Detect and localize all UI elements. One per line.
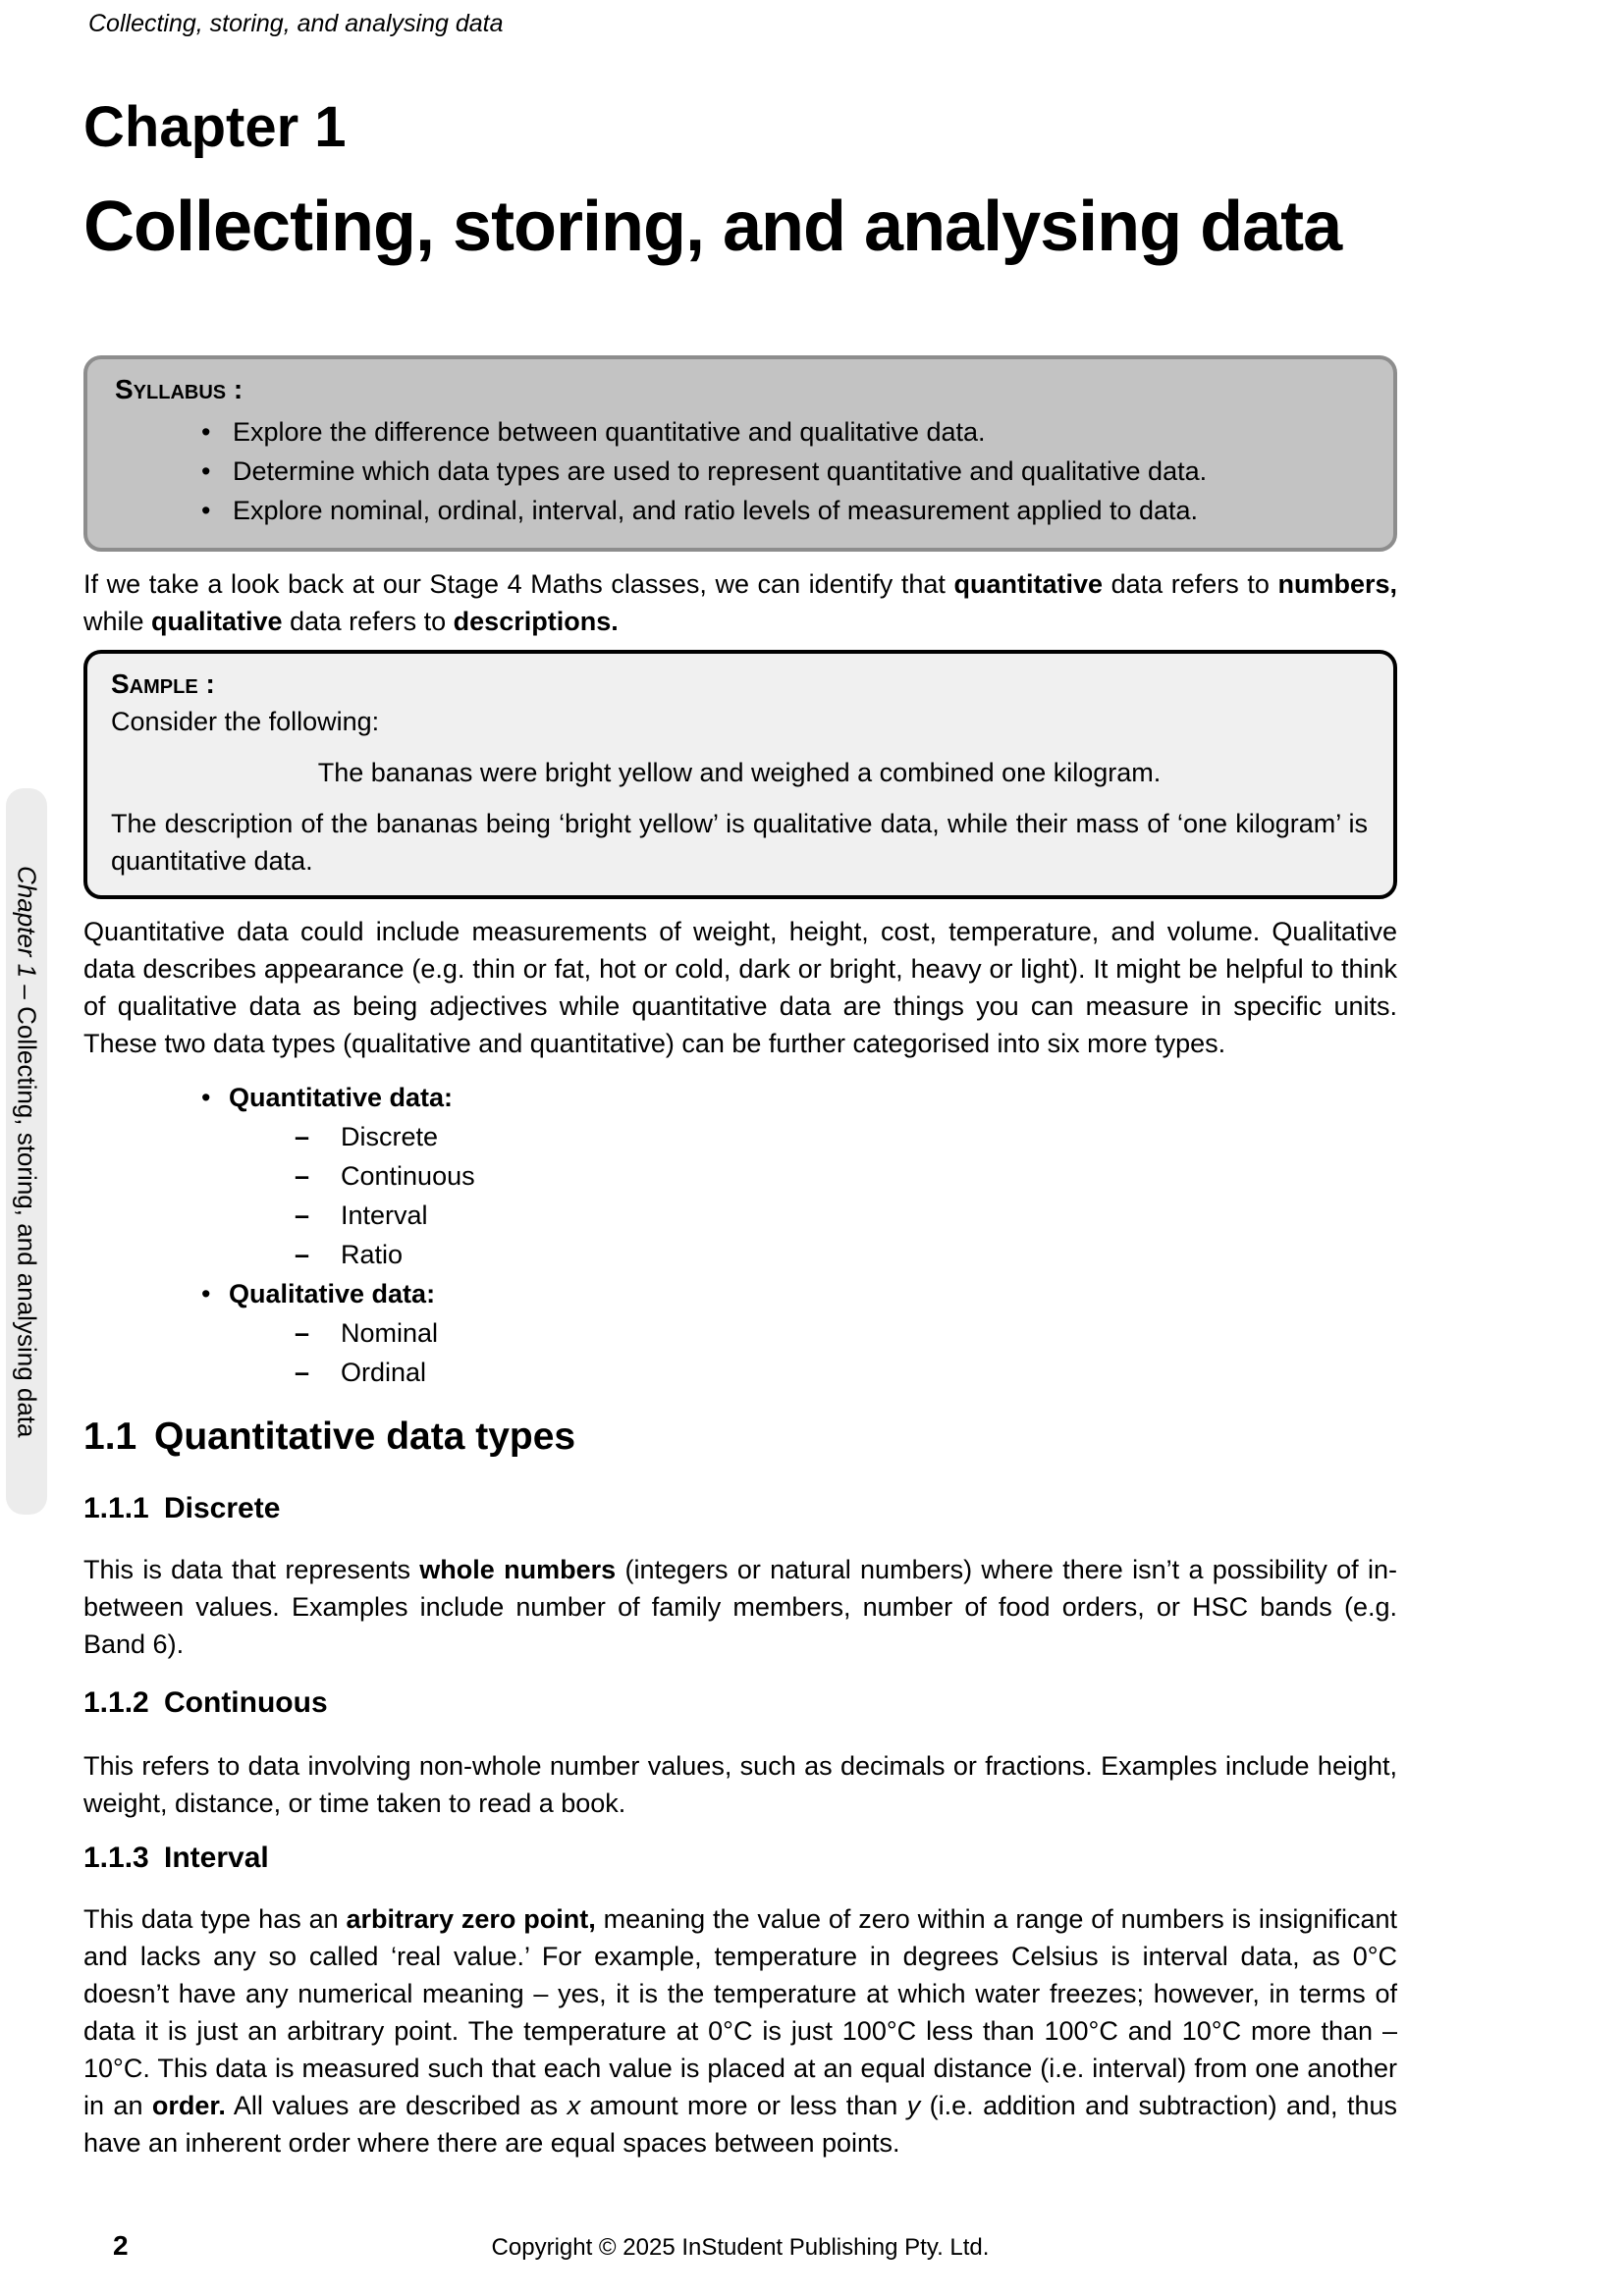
list-item-label: Ratio: [341, 1240, 404, 1269]
data-type-lists: [83, 1078, 1397, 1392]
subsection-title: Interval: [164, 1842, 269, 1874]
section-heading-quantitative-data-types: [83, 1415, 575, 1459]
chapter-title: Collecting, storing, and analysing data: [83, 187, 1342, 266]
list-item: [83, 1156, 1397, 1196]
syllabus-item: [115, 452, 1368, 491]
sidebar-chapter-part: Chapter 1 –: [12, 865, 42, 1006]
intro-paragraph: If we take a look back at our Stage 4 Maths classes, we can identify that quantitative data refers to numbers, while qualitative data refers to descriptions.: [83, 569, 1397, 636]
subsection-number: 1.1.3: [83, 1842, 149, 1874]
dash-icon: –: [295, 1318, 310, 1348]
bullet-icon: •: [201, 456, 211, 486]
syllabus-list: [115, 412, 1368, 530]
subsection-title: Discrete: [164, 1492, 281, 1524]
syllabus-box-label: Syllabus :: [115, 374, 244, 404]
syllabus-item: [115, 412, 1368, 452]
list-item-label: Discrete: [341, 1122, 439, 1151]
list-item-label: Interval: [341, 1201, 428, 1230]
list-group-label: Qualitative data:: [229, 1279, 436, 1308]
sample-box-label: Sample :: [111, 668, 215, 699]
section-number: 1.1: [83, 1415, 137, 1458]
list-group-label: Quantitative data:: [229, 1083, 454, 1112]
list-item: [83, 1353, 1397, 1392]
dash-icon: –: [295, 1161, 310, 1191]
list-item-label: Nominal: [341, 1318, 439, 1348]
interval-paragraph: This data type has an arbitrary zero point, meaning the value of zero within a range of numbers is insignificant and lacks any so called ‘real value.’ For example, temperature in degrees Celsius is interval data, as 0°C doesn’t have any numerical meaning – yes, it is the temperature at which water freezes; however, in terms of data it is just an arbitrary point. The temperature at 0°C is just 100°C less than 100°C and 10°C more than –10°C. This data is measured such that each value is placed at an equal distance (i.e. interval) from one another in an order. All values are described as x amount more or less than y (i.e. addition and subtraction) and, thus have an inherent order where there are equal spaces between points.: [83, 1904, 1398, 2158]
sidebar-title-part: Collecting, storing, and analysing data: [12, 1005, 42, 1438]
syllabus-box: [83, 355, 1397, 552]
page-number: 2: [113, 2230, 129, 2261]
list-item: [83, 1196, 1397, 1235]
sample-quote-text: The bananas were bright yellow and weighed a combined one kilogram.: [317, 758, 1162, 787]
dash-icon: –: [295, 1122, 310, 1151]
list-item-label: Continuous: [341, 1161, 475, 1191]
syllabus-item-text: Determine which data types are used to represent quantitative and qualitative data.: [233, 456, 1208, 486]
subsection-number: 1.1.1: [83, 1492, 149, 1524]
bullet-icon: •: [201, 496, 211, 525]
bullet-icon: •: [201, 1279, 211, 1308]
list-item: [83, 1078, 1397, 1117]
list-item-label: Ordinal: [341, 1358, 427, 1387]
dash-icon: –: [295, 1240, 310, 1269]
sample-intro-text: Consider the following:: [111, 707, 380, 736]
list-item: [83, 1313, 1397, 1353]
running-header: Collecting, storing, and analysing data: [88, 10, 504, 37]
chapter-number-heading: Chapter 1: [83, 95, 347, 159]
discrete-paragraph: This is data that represents whole numbers (integers or natural numbers) where there isn’t a possibility of in-between values. Examples include number of family members, number of food orders, or HSC bands (e.g. Band 6).: [83, 1555, 1398, 1659]
chapter-sidebar-tab: [6, 788, 47, 1515]
chapter-sidebar-tab-text: [12, 866, 42, 1437]
subsection-number: 1.1.2: [83, 1686, 149, 1719]
dash-icon: –: [295, 1358, 310, 1387]
syllabus-item: [115, 491, 1368, 530]
subsection-heading-interval: [83, 1842, 269, 1875]
list-item: [83, 1235, 1397, 1274]
section-title: Quantitative data types: [154, 1415, 576, 1458]
bullet-icon: •: [201, 1083, 211, 1112]
subsection-heading-discrete: [83, 1492, 280, 1525]
list-item: [83, 1274, 1397, 1313]
dash-icon: –: [295, 1201, 310, 1230]
copyright-notice: Copyright © 2025 InStudent Publishing Pty. Ltd.: [491, 2234, 990, 2261]
overview-paragraph: Quantitative data could include measurements of weight, height, cost, temperature, and volume. Qualitative data describes appearance (e.g. thin or fat, hot or cold, dark or bright, heavy or light). It might be helpful to think of qualitative data as being adjectives while quantitative data are things you can measure in specific units. These two data types (qualitative and quantitative) can be further categorised into six more types.: [83, 917, 1397, 1058]
list-item: [83, 1117, 1397, 1156]
subsection-heading-continuous: [83, 1686, 328, 1720]
sample-explanation-text: The description of the bananas being ‘bright yellow’ is qualitative data, while their mass of ‘one kilogram’ is quantitative data.: [111, 809, 1368, 876]
syllabus-item-text: Explore nominal, ordinal, interval, and ratio levels of measurement applied to data.: [233, 496, 1199, 525]
subsection-title: Continuous: [164, 1686, 328, 1719]
sample-box: [83, 650, 1397, 899]
syllabus-item-text: Explore the difference between quantitative and qualitative data.: [233, 417, 986, 447]
continuous-paragraph: This refers to data involving non-whole number values, such as decimals or fractions. Examples include height, weight, distance, or time taken to read a book.: [83, 1751, 1397, 1818]
bullet-icon: •: [201, 417, 211, 447]
